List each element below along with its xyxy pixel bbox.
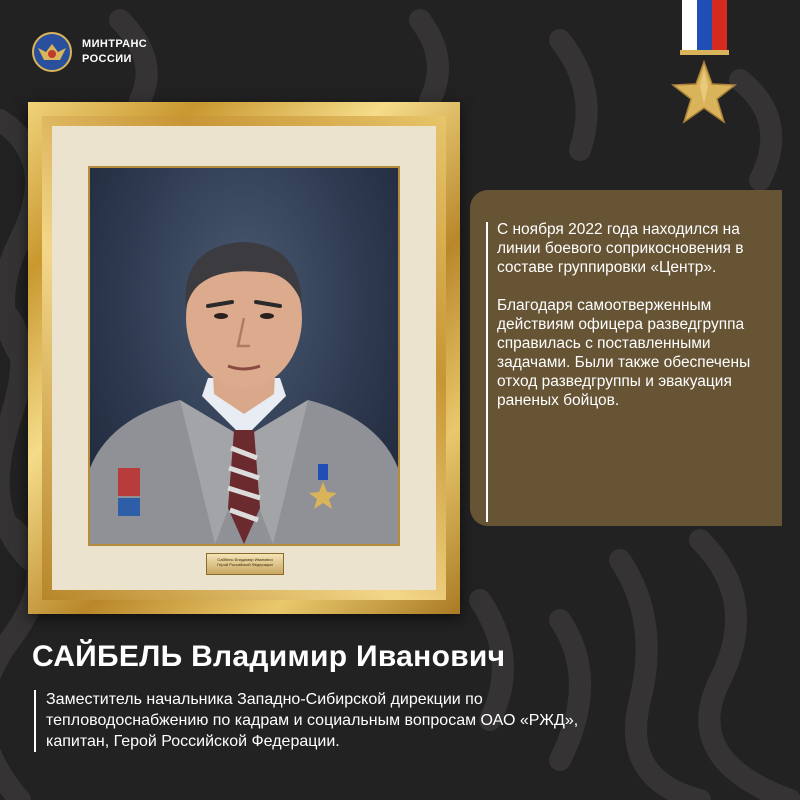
- portrait-frame: [28, 102, 460, 614]
- portrait-plaque: [206, 553, 284, 575]
- info-paragraph-2: Благодаря самоотверженным действиям офицера разведгруппа справилась с поставленными задачами. Были также обеспечены отход разведгруппы и эвакуация раненых бойцов.: [497, 297, 751, 409]
- person-name: САЙБЕЛЬ Владимир Иванович: [32, 640, 506, 673]
- ministry-name: [82, 37, 147, 67]
- plaque-line2: Герой Российской Федерации: [217, 562, 273, 567]
- transport-ministry-emblem-icon: [30, 30, 74, 74]
- portrait-painting: [88, 166, 400, 546]
- person-description: Заместитель начальника Западно-Сибирской дирекции по тепловодоснабжению по кадрам и социальным вопросам ОАО «РЖД», капитан, Герой Российской Федерации.: [46, 691, 579, 750]
- hero-of-russia-star-medal-icon: [662, 0, 746, 132]
- info-panel-text: [497, 220, 767, 410]
- ministry-logo: [30, 30, 147, 74]
- info-panel: [470, 190, 782, 526]
- ministry-name-line1: МИНТРАНС: [82, 38, 148, 50]
- portrait-mat: [52, 126, 436, 590]
- ministry-name-line2: РОССИИ: [82, 53, 132, 65]
- description-rule: [34, 690, 36, 752]
- info-panel-rule: [486, 222, 488, 522]
- portrait-figure: [90, 168, 398, 544]
- info-paragraph-1: С ноября 2022 года находился на линии боевого соприкосновения в составе группировки «Центр».: [497, 221, 744, 276]
- plaque-line1: Сайбель Владимир Иванович: [217, 557, 273, 562]
